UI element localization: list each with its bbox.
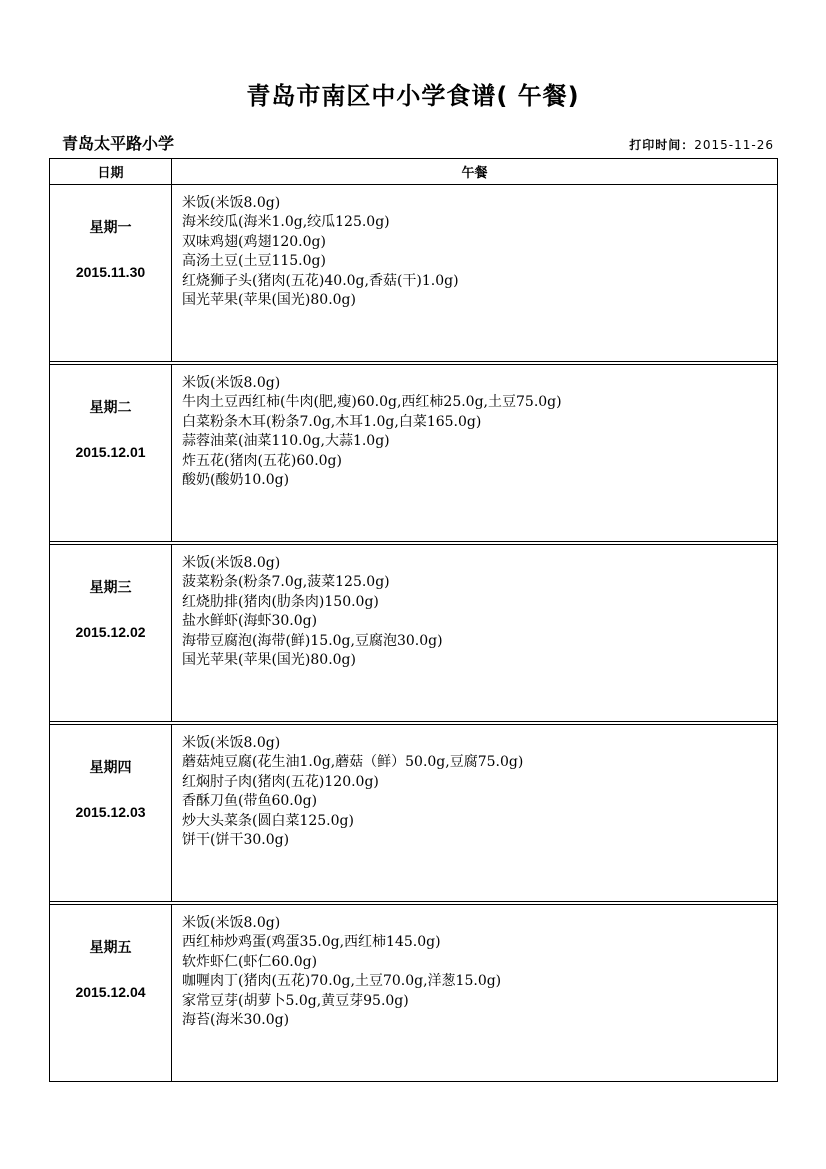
date-label: 2015.12.04 — [75, 984, 146, 1000]
meal-item: 菠菜粉条(粉条7.0g,菠菜125.0g) — [182, 574, 390, 591]
meal-cell — [172, 905, 778, 1082]
table-header-row — [50, 159, 778, 185]
menu-body — [50, 185, 778, 1082]
school-name: 青岛太平路小学 — [62, 134, 175, 153]
meal-item: 蒜蓉油菜(油菜110.0g,大蒜1.0g) — [182, 433, 390, 450]
day-cell — [50, 905, 172, 1082]
meal-item: 海带豆腐泡(海带(鲜)15.0g,豆腐泡30.0g) — [182, 632, 443, 649]
meal-item: 酸奶(酸奶10.0g) — [182, 472, 290, 489]
meal-cell — [172, 365, 778, 542]
date-label: 2015.12.01 — [75, 444, 146, 460]
meal-item: 红烧肋排(猪肉(肋条肉)150.0g) — [182, 593, 379, 610]
weekday-label: 星期三 — [89, 580, 132, 596]
page-title: 青岛市南区中小学食谱( 午餐) — [246, 82, 580, 110]
weekday-label: 星期四 — [89, 760, 132, 776]
table-row — [50, 545, 778, 722]
meal-cell — [172, 185, 778, 362]
date-label: 2015.11.30 — [75, 264, 146, 280]
meal-item: 蘑菇炖豆腐(花生油1.0g,蘑菇（鲜）50.0g,豆腐75.0g) — [182, 754, 524, 771]
meal-item: 米饭(米饭8.0g) — [182, 735, 281, 751]
meal-item: 饼干(饼干30.0g) — [182, 832, 290, 849]
meal-item: 炒大头菜条(圆白菜125.0g) — [182, 812, 354, 829]
meal-item: 白菜粉条木耳(粉条7.0g,木耳1.0g,白菜165.0g) — [182, 413, 482, 430]
day-cell — [50, 185, 172, 362]
header-meal: 午餐 — [172, 159, 778, 185]
table-row — [50, 185, 778, 362]
meal-cell — [172, 725, 778, 902]
day-cell — [50, 365, 172, 542]
meal-item: 红焖肘子肉(猪肉(五花)120.0g) — [182, 773, 379, 790]
meal-item: 牛肉土豆西红柿(牛肉(肥,瘦)60.0g,西红柿25.0g,土豆75.0g) — [182, 394, 562, 411]
weekday-label: 星期二 — [89, 400, 132, 416]
meal-item: 双味鸡翅(鸡翅120.0g) — [182, 233, 326, 250]
weekday-label: 星期五 — [89, 940, 132, 956]
meal-item: 咖喱肉丁(猪肉(五花)70.0g,土豆70.0g,洋葱15.0g) — [182, 973, 502, 990]
meal-item: 米饭(米饭8.0g) — [182, 915, 281, 931]
weekday-label: 星期一 — [89, 220, 132, 236]
meal-item: 软炸虾仁(虾仁60.0g) — [182, 953, 318, 970]
table-row — [50, 365, 778, 542]
meal-item: 盐水鲜虾(海虾30.0g) — [182, 613, 318, 630]
meal-item: 海苔(海米30.0g) — [182, 1012, 290, 1029]
print-time — [629, 136, 774, 153]
header-date: 日期 — [50, 159, 172, 185]
menu-table — [49, 158, 778, 1082]
meal-item: 红烧狮子头(猪肉(五花)40.0g,香菇(干)1.0g) — [182, 272, 459, 289]
date-label: 2015.12.02 — [75, 624, 146, 640]
date-label: 2015.12.03 — [75, 804, 146, 820]
meal-item: 西红柿炒鸡蛋(鸡蛋35.0g,西红柿145.0g) — [182, 934, 441, 951]
meal-item: 炸五花(猪肉(五花)60.0g) — [182, 452, 342, 469]
meal-item: 香酥刀鱼(带鱼60.0g) — [182, 793, 318, 810]
meal-item: 米饭(米饭8.0g) — [182, 375, 281, 391]
table-row — [50, 905, 778, 1082]
table-row — [50, 725, 778, 902]
day-cell — [50, 545, 172, 722]
print-time-value: 2015-11-26 — [694, 138, 774, 152]
meal-item: 米饭(米饭8.0g) — [182, 195, 281, 211]
meal-item: 海米绞瓜(海米1.0g,绞瓜125.0g) — [182, 214, 390, 231]
print-time-label: 打印时间： — [629, 138, 695, 152]
meal-item: 家常豆芽(胡萝卜5.0g,黄豆芽95.0g) — [182, 992, 409, 1009]
meal-item: 高汤土豆(土豆115.0g) — [182, 253, 326, 270]
day-cell — [50, 725, 172, 902]
meal-item: 国光苹果(苹果(国光)80.0g) — [182, 292, 356, 309]
meal-cell — [172, 545, 778, 722]
meal-item: 米饭(米饭8.0g) — [182, 555, 281, 571]
meal-item: 国光苹果(苹果(国光)80.0g) — [182, 652, 356, 669]
